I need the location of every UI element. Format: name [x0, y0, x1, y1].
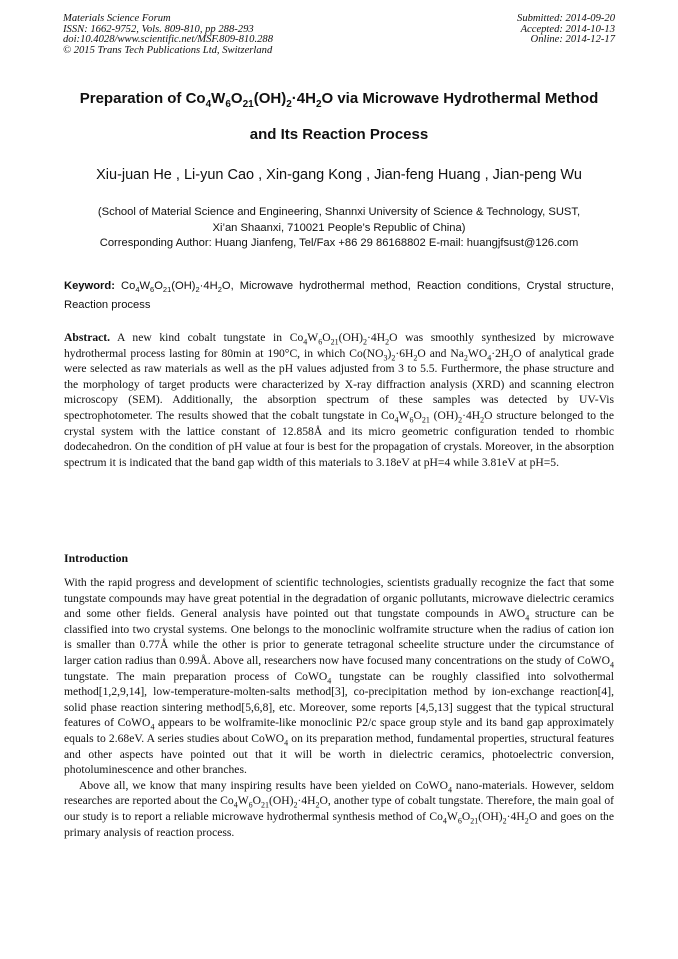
author-list: Xiu-juan He , Li-yun Cao , Xin-gang Kong , Jian-feng Huang , Jian-peng Wu — [96, 167, 582, 183]
abstract-label: Abstract. — [64, 331, 111, 344]
keyword-label: Keyword: — [64, 280, 115, 292]
paper-title: Preparation of $Co_4W_6O_{21}(OH)_2\cdot 4H_2O$ via Microwave Hydrothermal Method — [79, 90, 599, 110]
section-heading-introduction: Introduction — [64, 551, 129, 565]
introduction-body — [64, 575, 614, 840]
accepted-date: Accepted: 2014-10-13 — [520, 23, 615, 35]
dates-header — [517, 14, 615, 46]
affiliation-line: (School of Material Science and Engineering, Shannxi University of Science & Technology, SUST, — [97, 206, 581, 218]
affiliation-line: Xi’an Shaanxi, 710021 People’s Republic of China) — [212, 221, 466, 234]
paragraph: With the rapid progress and development of scientific technologies, scientists gradually recognize the fact that some tungstate compounds may have great potential in the degradation of organic pollutants, microwave dielectric ceramics and some other fields. General analysis have pointed out that tungstate compounds in $AWO_4$ structure can be classified into two crystal systems. One belongs to the monoclinic wolframite structure when the radius of cation ion is smaller than 0.77Å while the other is prior to generate tetragonal scheelite structure under the circumstance of larger cation radius than 0.99Å. Above all, researchers now have focused many concentrations on the study of CoWO$_4$ tungstate. The main preparation process of CoWO$_4$ tungstate can be roughly classified into solvothermal method[1,2,9,14], low-temperature-molten-salts method[3], co-precipitation method by ion-exchange reaction[4], solid phase reaction sintering method[5,6,8], etc. Moreover, some reports [4,5,13] suggest that the typical structural features of CoWO$_4$ appears to be wolframite-like monoclinic P2/c space group style and its band gap approximately equals to 2.68eV. A series studies about CoWO$_4$ on its preparation method, fundamental properties, structural features and other aspects have pointed out that it will be worth in dielectric ceramics, photoelectric conversion, photoluminescence and other branches. — [64, 576, 614, 777]
submitted-date: Submitted: 2014-09-20 — [517, 13, 615, 24]
keywords: Keyword: $Co_4W_6O_{21}(OH)_2\cdot 4H_2O$, Microwave hydrothermal method, Reaction conditions, Crystal structure, Reaction process — [64, 280, 614, 311]
copyright-line: © 2015 Trans Tech Publications Ltd, Switzerland — [63, 44, 273, 56]
journal-header — [63, 14, 273, 56]
online-date: Online: 2014-12-17 — [530, 34, 615, 46]
affiliation-block — [40, 205, 638, 252]
paragraph: Above all, we know that many inspiring results have been yielded on CoWO$_4$ nano-materials. However, seldom researches are reported about the $Co_4W_6O_{21}(OH)_2\cdot 4H_2O$, another type of cobalt tungstate. Therefore, the main goal of our study is to report a reliable microwave hydrothermal synthesis method of $Co_4W_6O_{21}(OH)_2\cdot 4H_2O$ and goes on the primary analysis of reaction process. — [64, 778, 614, 839]
paper-title-line2: and Its Reaction Process — [249, 126, 429, 143]
abstract: Abstract. A new kind cobalt tungstate in $Co_4W_6O_{21}(OH)_2\cdot 4H_2O$ was smoothly synthesized by microwave hydrothermal process lasting for 80min at 190°C, in which $Co(NO_3)_2\cdot 6H_2O$ and $Na_2WO_4\cdot 2H_2O$ of analytical grade were selected as raw materials as well as the pH values adjusted from 3 to 5.5. Furthermore, the phase structure and the morphology of target products were characterized by X-ray diffraction analysis (XRD) and scanning electron microscopy (SEM). Additionally, the absorption spectrum of these samples was detected by UV-Vis spectrophotometer. The results showed that the cobalt tungstate in $Co_4W_6O_{21}$ $(OH)_2\cdot 4H_2O$ structure belonged to the crystal system with the lattice constant of 12.858Å and its micro geometric configuration tended to rhombic dodecahedron. On the condition of pH value at four is best for the propagation of crystals. Moreover, in the absorption spectrum it is indicated that the band gap width of this materials to 3.18eV at pH=4 while 3.81eV at pH=5. — [64, 331, 614, 469]
corresponding-author: Corresponding Author: Huang Jianfeng, Tel/Fax +86 29 86168802 E-mail: huangjfsust@126.com — [99, 237, 579, 249]
journal-name: Materials Science Forum — [63, 13, 171, 24]
doi-line: doi:10.4028/www.scientific.net/MSF.809-810.288 — [63, 34, 273, 46]
issn-line: ISSN: 1662-9752, Vols. 809-810, pp 288-293 — [63, 23, 254, 35]
